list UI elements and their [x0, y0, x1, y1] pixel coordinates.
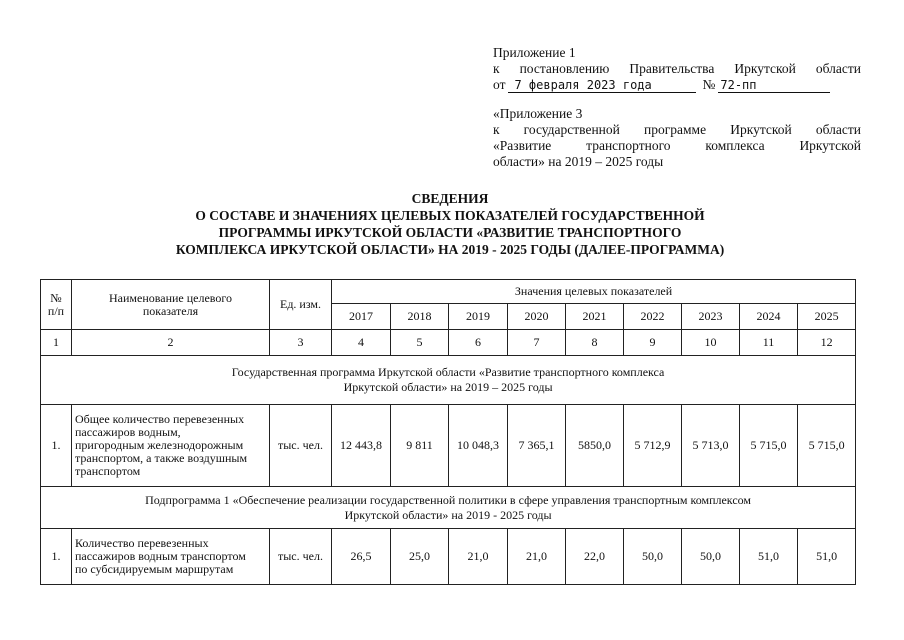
section-subprogram-title — [41, 487, 856, 529]
indicators-table — [40, 279, 856, 585]
value-cell: 51,0 — [798, 529, 856, 585]
title-line: СВЕДЕНИЯ — [411, 191, 489, 206]
column-number: 8 — [566, 330, 624, 356]
title-line: КОМПЛЕКСА ИРКУТСКОЙ ОБЛАСТИ» НА 2019 - 2025 ГОДЫ (ДАЛЕЕ-ПРОГРАММА) — [175, 242, 725, 257]
column-number: 6 — [449, 330, 508, 356]
appendix1-word: Иркутской — [734, 61, 796, 76]
appendix3-word: Иркутской — [730, 122, 792, 137]
value-cell: 51,0 — [740, 529, 798, 585]
header-row-1 — [41, 280, 856, 304]
section-line: Подпрограмма 1 «Обеспечение реализации государственной политики в сфере управления транспортным комплексом — [145, 492, 752, 507]
section-line: Иркутской области» на 2019 – 2025 годы — [343, 380, 553, 394]
number-sign: № — [702, 77, 716, 92]
column-numbers-row — [41, 330, 856, 356]
column-number: 7 — [508, 330, 566, 356]
indicator-name-line: пассажиров водным транспортом — [75, 549, 246, 563]
year-header: 2022 — [624, 304, 682, 330]
header-num-line2: п/п — [47, 303, 65, 318]
indicator-name — [72, 405, 270, 487]
unit-cell: тыс. чел. — [270, 405, 332, 487]
column-number: 1 — [41, 330, 72, 356]
value-cell: 21,0 — [508, 529, 566, 585]
section-line: Иркутской области» на 2019 - 2025 годы — [344, 507, 552, 522]
value-cell: 25,0 — [391, 529, 449, 585]
column-number: 9 — [624, 330, 682, 356]
row-number: 1. — [41, 405, 72, 487]
value-cell: 5850,0 — [566, 405, 624, 487]
column-number: 2 — [72, 330, 270, 356]
value-cell: 50,0 — [682, 529, 740, 585]
appendix3-title: «Приложение 3 — [493, 106, 583, 121]
value-cell: 9 811 — [391, 405, 449, 487]
year-header: 2024 — [740, 304, 798, 330]
year-header: 2025 — [798, 304, 856, 330]
value-cell: 5 715,0 — [798, 405, 856, 487]
title-line: О СОСТАВЕ И ЗНАЧЕНИЯХ ЦЕЛЕВЫХ ПОКАЗАТЕЛЕЙ ГОСУДАРСТВЕННОЙ — [195, 208, 705, 223]
indicator-name-line: транспортом, а также воздушным — [75, 451, 248, 465]
column-number: 4 — [332, 330, 391, 356]
appendix1-line1 — [493, 45, 861, 61]
appendix3-line1 — [493, 106, 861, 122]
value-cell: 5 712,9 — [624, 405, 682, 487]
year-header: 2021 — [566, 304, 624, 330]
appendix1-date-row — [493, 77, 861, 93]
value-cell: 26,5 — [332, 529, 391, 585]
appendix1-word: Правительства — [629, 61, 715, 76]
resolution-date-field: 7 февраля 2023 года — [508, 78, 696, 93]
resolution-number-field: 72-пп — [718, 78, 830, 93]
column-number: 3 — [270, 330, 332, 356]
column-number: 12 — [798, 330, 856, 356]
header-num-line1: № — [50, 290, 62, 305]
header-name-line1: Наименование целевого — [108, 290, 233, 305]
appendix1-header — [493, 45, 861, 93]
appendix1-line2 — [493, 61, 861, 77]
indicator-name-line: пригородным железнодорожным — [75, 438, 244, 452]
year-header: 2017 — [332, 304, 391, 330]
value-cell: 10 048,3 — [449, 405, 508, 487]
appendix3-word: Иркутской — [799, 138, 861, 153]
appendix3-line2 — [493, 122, 861, 138]
section-row-subprogram — [41, 487, 856, 529]
document-title — [40, 190, 860, 258]
header-name-line2: показателя — [142, 303, 199, 318]
value-cell: 22,0 — [566, 529, 624, 585]
appendix3-word: к — [493, 122, 500, 137]
header-unit: Ед. изм. — [270, 280, 332, 330]
section-program-title — [41, 356, 856, 405]
date-prefix: от — [493, 77, 506, 92]
title-line: ПРОГРАММЫ ИРКУТСКОЙ ОБЛАСТИ «РАЗВИТИЕ ТРАНСПОРТНОГО — [218, 225, 682, 240]
table-row — [41, 529, 856, 585]
year-header: 2023 — [682, 304, 740, 330]
appendix3-word: транспортного — [586, 138, 671, 153]
appendix3-line4 — [493, 154, 861, 170]
unit-cell: тыс. чел. — [270, 529, 332, 585]
header-name — [72, 280, 270, 330]
column-number: 11 — [740, 330, 798, 356]
indicator-name-line: пассажиров водным, — [75, 425, 181, 439]
indicator-name-line: Общее количество перевезенных — [75, 412, 245, 426]
indicator-name-line: Количество перевезенных — [75, 536, 209, 550]
appendix3-line4-text: области» на 2019 – 2025 годы — [493, 154, 664, 169]
indicator-name-line: транспортом — [75, 464, 141, 478]
column-number: 10 — [682, 330, 740, 356]
appendix3-line3 — [493, 138, 861, 154]
year-header: 2018 — [391, 304, 449, 330]
appendix3-word: государственной — [523, 122, 620, 137]
appendix1-word: к — [493, 61, 500, 76]
appendix3-word: комплекса — [705, 138, 765, 153]
header-num — [41, 280, 72, 330]
table-row — [41, 405, 856, 487]
row-number: 1. — [41, 529, 72, 585]
section-row-program — [41, 356, 856, 405]
value-cell: 5 715,0 — [740, 405, 798, 487]
header-values-group: Значения целевых показателей — [332, 280, 856, 304]
appendix3-word: программе — [644, 122, 707, 137]
year-header: 2019 — [449, 304, 508, 330]
appendix1-word: постановлению — [519, 61, 610, 76]
appendix3-header — [493, 106, 861, 170]
column-number: 5 — [391, 330, 449, 356]
value-cell: 12 443,8 — [332, 405, 391, 487]
appendix3-word: области — [815, 122, 861, 137]
value-cell: 21,0 — [449, 529, 508, 585]
value-cell: 5 713,0 — [682, 405, 740, 487]
indicator-name-line: по субсидируемым маршрутам — [75, 562, 234, 576]
appendix1-word: области — [815, 61, 861, 76]
section-line: Государственная программа Иркутской области «Развитие транспортного комплекса — [231, 365, 665, 379]
indicator-name — [72, 529, 270, 585]
value-cell: 7 365,1 — [508, 405, 566, 487]
year-header: 2020 — [508, 304, 566, 330]
value-cell: 50,0 — [624, 529, 682, 585]
appendix3-word: «Развитие — [493, 138, 552, 153]
appendix1-title: Приложение 1 — [493, 45, 576, 60]
